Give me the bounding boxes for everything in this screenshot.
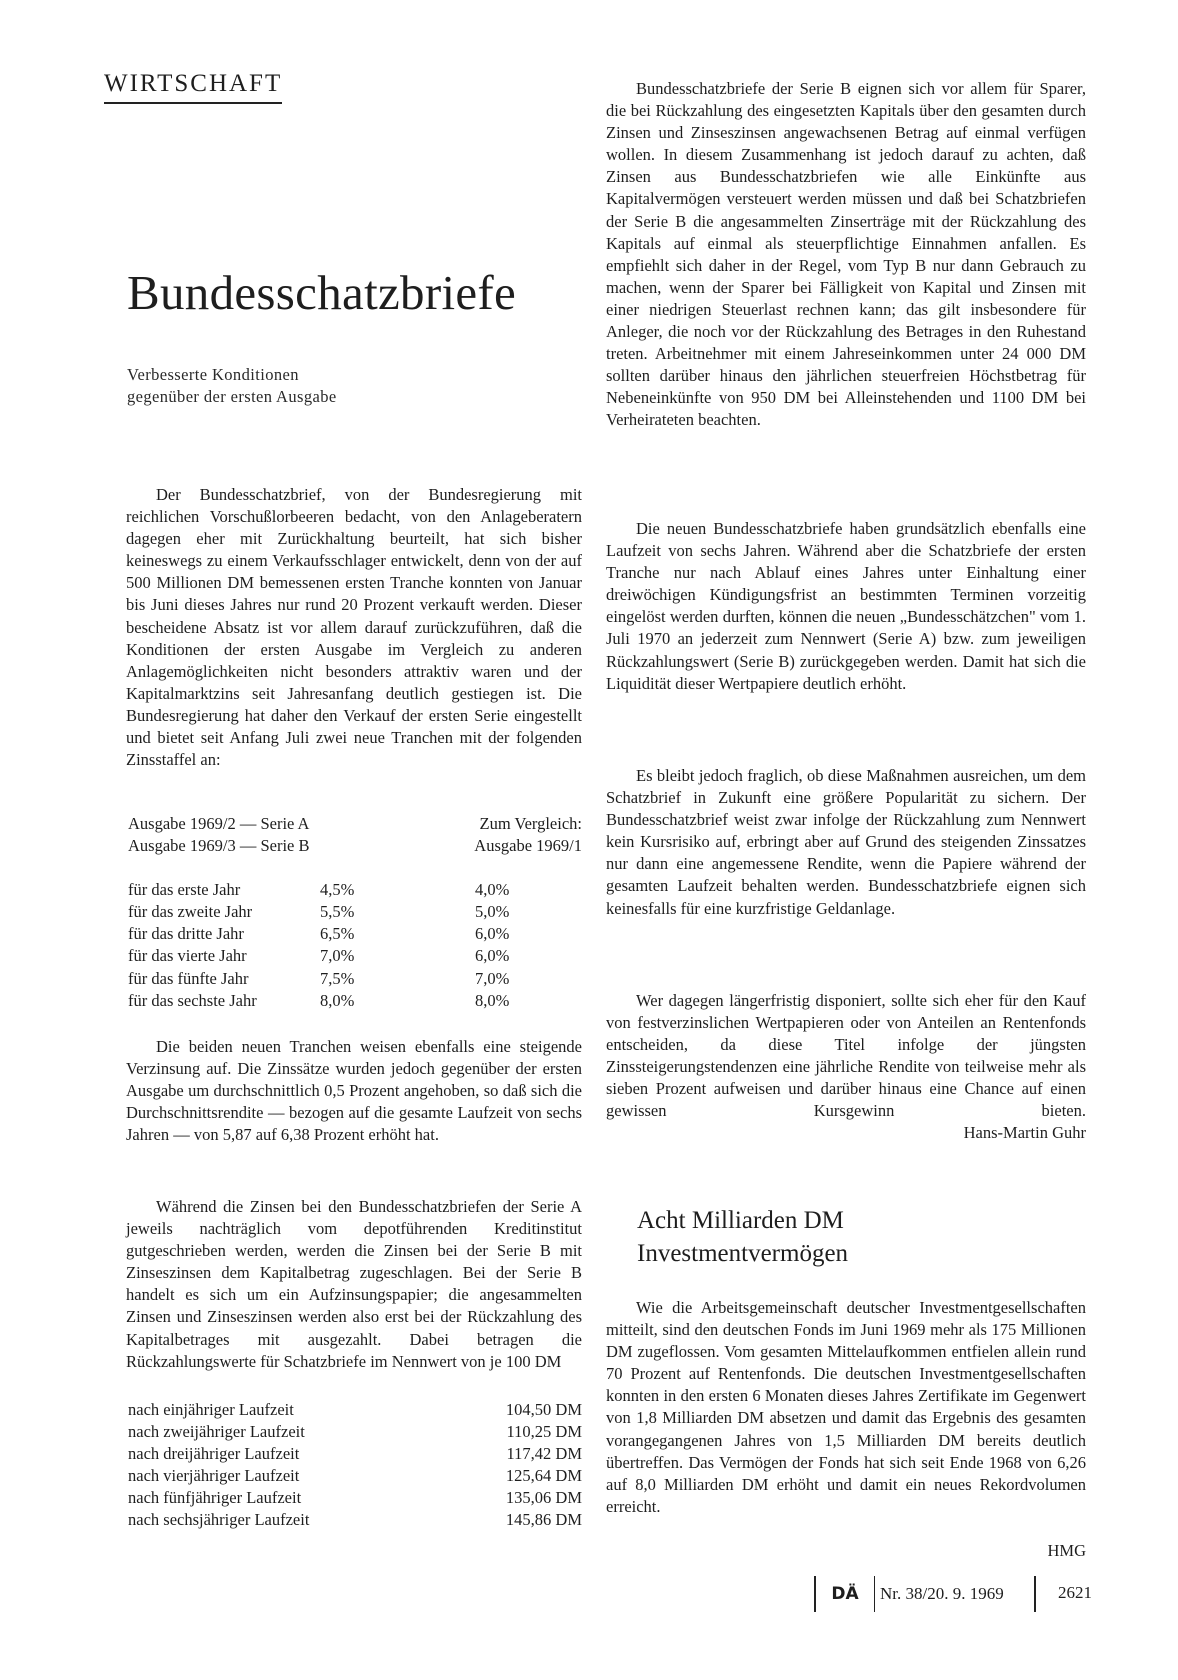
repayment-table	[128, 1399, 582, 1532]
table-row	[128, 990, 582, 1012]
header-cell: Ausgabe 1969/1	[474, 836, 582, 856]
section-heading: WIRTSCHAFT	[104, 70, 282, 104]
paragraph	[126, 1036, 582, 1146]
repay-value: 117,42 DM	[506, 1444, 582, 1464]
rate-new: 7,5%	[320, 968, 355, 988]
paragraph	[126, 484, 582, 771]
rate-old: 4,0%	[475, 880, 510, 900]
repay-value: 104,50 DM	[505, 1400, 582, 1419]
paragraph-text: Bundesschatzbriefe der Serie B eignen sich vor allem für Sparer, die bei Rückzahlung des eingesetzten Kapitals über den gesamten durch Zinsen und Zinseszinsen angewachsenen Betrag auf einmal verfügen wollen. In diesem Zusammenhang ist jedoch darauf zu achten, daß Zinsen aus Bundesschatzbriefen wie alle Einkünfte aus Kapitalvermögen versteuert werden müssen und daß bei Schatzbriefen der Serie B die angesammelten Zinserträge mit der Rückzahlung des Kapitals auf einmal als steuerpflichtige Einnahmen anfallen. Es empfiehlt sich daher in der Regel, vom Typ B nur dann Gebrauch zu machen, wenn der Sparer bei Fälligkeit von Kapital und Zinsen mit einer niedrigen Steuerlast rechnen kann; das gilt insbesondere für Anleger, die noch vor der Rückzahlung des Betrages in den Ruhestand treten. Arbeitnehmer mit einem Jahreseinkommen unter 24 000 DM sollten darüber hinaus den jährlichen steuerfreien Höchstbetrag für Nebeneinkünfte von 950 DM bei Alleinstehenden und 1100 DM bei Verheirateten beachten.	[606, 79, 1086, 430]
rate-label: für das sechste Jahr	[128, 990, 257, 1010]
paragraph	[606, 765, 1086, 920]
paragraph-text: Die beiden neuen Tranchen weisen ebenfalls eine steigende Verzinsung auf. Die Zinssätze wurden jedoch gegenüber der ersten Ausgabe um durchschnittlich 0,5 Prozent angehoben, so daß sich die Durchschnittsrendite — bezogen auf die gesamte Laufzeit von sechs Jahren — von 5,87 auf 6,38 Prozent erhöht hat.	[126, 1037, 582, 1145]
rate-old: 7,0%	[475, 968, 510, 988]
rate-label: für das fünfte Jahr	[128, 968, 249, 988]
repay-label: nach einjähriger Laufzeit	[128, 1400, 294, 1419]
repay-label: nach vierjähriger Laufzeit	[128, 1466, 300, 1486]
rate-table-header	[128, 813, 582, 835]
rate-label: für das erste Jahr	[128, 880, 241, 900]
rate-old: 5,0%	[475, 902, 510, 922]
table-row	[128, 1443, 582, 1465]
paragraph	[126, 1196, 582, 1373]
rate-new: 6,5%	[320, 924, 355, 944]
header-cell: Zum Vergleich:	[479, 814, 582, 833]
subtitle-line: Verbesserte Konditionen	[127, 365, 299, 384]
table-row	[128, 1399, 582, 1421]
rate-table	[128, 813, 582, 1012]
paragraph-text: Wie die Arbeitsgemeinschaft deutscher Investmentgesellschaften mitteilt, sind den deutschen Fonds im Juni 1969 mehr als 175 Millionen DM zugeflossen. Vom gesamten Mittelaufkommen entfielen allein rund 70 Prozent auf Rentenfonds. Die deutschen Investmentgesellschaften konnten in den ersten 6 Monaten dieses Jahres Zertifikate im Gegenwert von 1,8 Milliarden DM absetzen und damit das Ergebnis des gesamten vorangegangenen Jahres von 1,5 Milliarden DM bereits deutlich übertreffen. Das Vermögen der Fonds hat sich seit Ende 1968 von 6,26 auf 8,0 Milliarden DM erhöht und damit ein neues Rekordvolumen erreicht.	[606, 1298, 1086, 1516]
rate-old: 6,0%	[475, 924, 510, 944]
repay-label: nach zweijähriger Laufzeit	[128, 1422, 305, 1442]
paragraph	[606, 990, 1086, 1123]
paragraph	[606, 78, 1086, 432]
table-row	[128, 1465, 582, 1487]
article2-title-line: Investmentvermögen	[637, 1240, 849, 1267]
page-number: 2621	[1058, 1583, 1092, 1602]
header-cell: Ausgabe 1969/2 — Serie A	[128, 814, 310, 833]
rate-old: 8,0%	[475, 990, 510, 1010]
rate-new: 7,0%	[320, 946, 355, 966]
subtitle-line: gegenüber der ersten Ausgabe	[127, 387, 337, 406]
table-row	[128, 1487, 582, 1509]
article-title: Bundesschatzbriefe	[127, 265, 517, 320]
paragraph-text: Während die Zinsen bei den Bundesschatzbriefen der Serie A jeweils nachträglich vom depotführenden Kreditinstitut gutgeschrieben werden, werden die Zinsen bei der Serie B mit Zinseszinsen dem Kapitalbetrag zugeschlagen. Bei der Serie B handelt es sich um ein Aufzinsungspapier; die angesammelten Zinsen und Zinseszinsen werden also erst bei der Rückzahlung des Kapitalbetrages mit ausgezahlt. Dabei betragen die Rückzahlungswerte für Schatzbriefe im Nennwert von je 100 DM	[126, 1197, 582, 1371]
paragraph	[606, 518, 1086, 695]
paragraph-text: Wer dagegen längerfristig disponiert, sollte sich eher für den Kauf von festverzinslichen Wertpapieren oder von Anteilen an Rentenfonds entscheiden, da diese Titel infolge der jüngsten Zinssteigerungstendenzen eine jährliche Rendite von teilweise mehr als sieben Prozent aufweisen und darüber hinaus eine Chance auf einen gewissen Kursgewinn bieten.	[606, 991, 1086, 1121]
repay-value: 125,64 DM	[505, 1466, 582, 1486]
table-row	[128, 901, 582, 923]
rate-label: für das dritte Jahr	[128, 924, 244, 944]
rate-new: 8,0%	[320, 990, 355, 1010]
rate-old: 6,0%	[475, 946, 510, 966]
issue-number: Nr. 38/20. 9. 1969	[880, 1584, 1004, 1603]
paragraph-text: Die neuen Bundesschatzbriefe haben grundsätzlich ebenfalls eine Laufzeit von sechs Jahren. Während aber die Schatzbriefe der ersten Tranche nur nach Ablauf eines Jahres unter Einhaltung einer dreiwöchigen Kündigungsfrist an bestimmten Terminen vorzeitig eingelöst werden durften, können die neuen „Bundesschätzchen" vom 1. Juli 1970 an jederzeit zum Nennwert (Serie A) bzw. zum jeweiligen Rückzahlungswert (Serie B) zurückgegeben werden. Damit hat sich die Liquidität dieser Wertpapiere deutlich erhöht.	[606, 519, 1086, 693]
article-subtitle	[127, 364, 337, 408]
table-row	[128, 923, 582, 945]
article2-title	[637, 1204, 848, 1270]
rate-label: für das vierte Jahr	[128, 946, 247, 966]
repay-value: 110,25 DM	[506, 1422, 582, 1442]
table-row	[128, 968, 582, 990]
footer-issue-box	[814, 1576, 1036, 1612]
repay-label: nach fünfjähriger Laufzeit	[128, 1488, 302, 1508]
journal-logo: DÄ	[816, 1576, 875, 1612]
rate-label: für das zweite Jahr	[128, 902, 253, 922]
rate-new: 4,5%	[320, 880, 355, 900]
repay-value: 135,06 DM	[505, 1488, 582, 1508]
table-row	[128, 1421, 582, 1443]
table-row	[128, 945, 582, 967]
author-byline: HMG	[1047, 1541, 1086, 1560]
header-cell: Ausgabe 1969/3 — Serie B	[128, 836, 310, 856]
table-row	[128, 879, 582, 901]
paragraph	[606, 1297, 1086, 1518]
article2-title-line: Acht Milliarden DM	[637, 1207, 844, 1234]
paragraph-text: Es bleibt jedoch fraglich, ob diese Maßnahmen ausreichen, um dem Schatzbrief in Zukunft eine größere Popularität zu sichern. Der Bundesschatzbrief weist zwar infolge der Rückzahlung zum Nennwert kein Kursrisiko auf, erbringt aber auf Grund des steigenden Zinssatzes nur dann eine angemessene Rendite, wenn die Papiere während der gesamten Laufzeit behalten werden. Bundesschatzbriefe eignen sich keinesfalls für eine kurzfristige Geldanlage.	[606, 766, 1086, 918]
rate-table-header	[128, 835, 582, 857]
table-row	[128, 1509, 582, 1531]
repay-label: nach dreijähriger Laufzeit	[128, 1444, 300, 1464]
rate-new: 5,5%	[320, 902, 355, 922]
repay-value: 145,86 DM	[505, 1510, 582, 1530]
repay-label: nach sechsjähriger Laufzeit	[128, 1510, 310, 1530]
paragraph-text: Der Bundesschatzbrief, von der Bundesregierung mit reichlichen Vorschußlorbeeren bedacht, von den Anlageberatern dagegen eher mit Zurückhaltung beurteilt, hat sich bisher keineswegs zu einem Verkaufsschlager entwickelt, denn von der auf 500 Millionen DM bemessenen ersten Tranche konnten von Januar bis Juni dieses Jahres nur rund 20 Prozent verkauft werden. Dieser bescheidene Absatz ist vor allem darauf zurückzuführen, daß die Konditionen der ersten Ausgabe im Vergleich zu anderen Anlagemöglichkeiten nicht besonders attraktiv waren und der Kapitalmarktzins seit Jahresanfang deutlich gestiegen ist. Die Bundesregierung hat daher den Verkauf der ersten Serie eingestellt und bietet seit Anfang Juli zwei neue Tranchen mit der folgenden Zinsstaffel an:	[126, 485, 582, 770]
author-byline: Hans-Martin Guhr	[963, 1123, 1086, 1142]
